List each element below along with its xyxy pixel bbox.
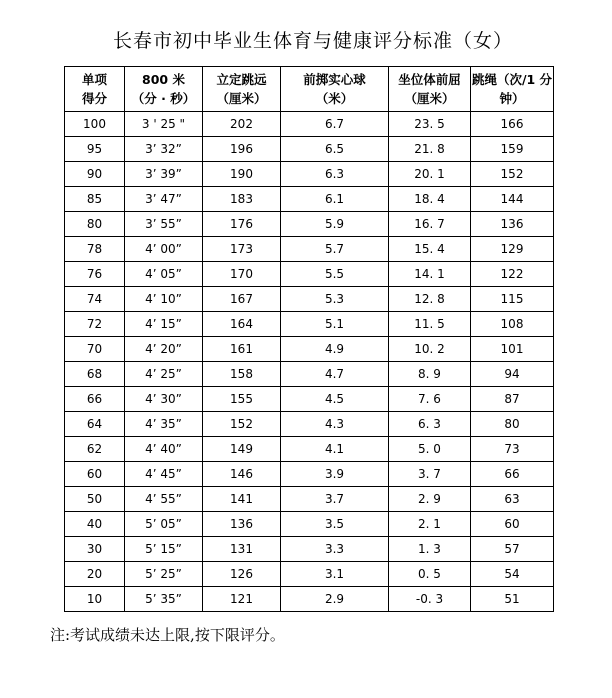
cell-rope-skipping: 108: [471, 312, 554, 337]
cell-sit-and-reach: 0. 5: [389, 562, 471, 587]
cell-800m: 5’ 15”: [125, 537, 203, 562]
cell-rope-skipping: 63: [471, 487, 554, 512]
cell-medicine-ball-throw: 3.3: [281, 537, 389, 562]
cell-rope-skipping: 129: [471, 237, 554, 262]
cell-standing-long-jump: 131: [203, 537, 281, 562]
cell-score: 70: [65, 337, 125, 362]
cell-medicine-ball-throw: 3.9: [281, 462, 389, 487]
cell-sit-and-reach: 1. 3: [389, 537, 471, 562]
header-standing-long-jump: 立定跳远 （厘米）: [203, 67, 281, 112]
cell-sit-and-reach: 20. 1: [389, 162, 471, 187]
cell-rope-skipping: 122: [471, 262, 554, 287]
cell-medicine-ball-throw: 5.1: [281, 312, 389, 337]
table-row: [65, 462, 554, 487]
cell-medicine-ball-throw: 6.5: [281, 137, 389, 162]
cell-score: 10: [65, 587, 125, 612]
table-row: [65, 312, 554, 337]
footnote: 注:考试成绩未达上限,按下限评分。: [50, 626, 285, 644]
header-rope-skipping: 跳绳（次/1 分 钟）: [471, 67, 554, 112]
cell-rope-skipping: 87: [471, 387, 554, 412]
cell-rope-skipping: 166: [471, 112, 554, 137]
cell-standing-long-jump: 136: [203, 512, 281, 537]
cell-score: 95: [65, 137, 125, 162]
cell-rope-skipping: 94: [471, 362, 554, 387]
cell-medicine-ball-throw: 6.3: [281, 162, 389, 187]
table-row: [65, 412, 554, 437]
cell-sit-and-reach: 18. 4: [389, 187, 471, 212]
header-medicine-ball-throw: 前掷实心球 （米）: [281, 67, 389, 112]
cell-rope-skipping: 159: [471, 137, 554, 162]
table-row: [65, 362, 554, 387]
cell-sit-and-reach: 16. 7: [389, 212, 471, 237]
cell-800m: 3’ 47”: [125, 187, 203, 212]
table-row: [65, 437, 554, 462]
cell-800m: 3’ 32”: [125, 137, 203, 162]
cell-rope-skipping: 144: [471, 187, 554, 212]
table-row: [65, 587, 554, 612]
table-row: [65, 487, 554, 512]
cell-standing-long-jump: 158: [203, 362, 281, 387]
cell-standing-long-jump: 152: [203, 412, 281, 437]
cell-800m: 4’ 35”: [125, 412, 203, 437]
table-row: [65, 212, 554, 237]
cell-medicine-ball-throw: 3.1: [281, 562, 389, 587]
cell-score: 50: [65, 487, 125, 512]
cell-rope-skipping: 57: [471, 537, 554, 562]
cell-standing-long-jump: 196: [203, 137, 281, 162]
cell-rope-skipping: 54: [471, 562, 554, 587]
cell-800m: 4’ 00”: [125, 237, 203, 262]
cell-medicine-ball-throw: 2.9: [281, 587, 389, 612]
cell-800m: 4’ 05”: [125, 262, 203, 287]
cell-standing-long-jump: 146: [203, 462, 281, 487]
cell-score: 72: [65, 312, 125, 337]
cell-standing-long-jump: 170: [203, 262, 281, 287]
table-row: [65, 337, 554, 362]
cell-score: 40: [65, 512, 125, 537]
cell-standing-long-jump: 183: [203, 187, 281, 212]
cell-score: 90: [65, 162, 125, 187]
cell-standing-long-jump: 126: [203, 562, 281, 587]
cell-standing-long-jump: 149: [203, 437, 281, 462]
cell-medicine-ball-throw: 5.3: [281, 287, 389, 312]
cell-sit-and-reach: 23. 5: [389, 112, 471, 137]
cell-800m: 4’ 55”: [125, 487, 203, 512]
cell-score: 20: [65, 562, 125, 587]
cell-sit-and-reach: 3. 7: [389, 462, 471, 487]
cell-800m: 4’ 45”: [125, 462, 203, 487]
cell-standing-long-jump: 173: [203, 237, 281, 262]
cell-medicine-ball-throw: 3.7: [281, 487, 389, 512]
cell-rope-skipping: 73: [471, 437, 554, 462]
cell-800m: 5’ 05”: [125, 512, 203, 537]
cell-sit-and-reach: 5. 0: [389, 437, 471, 462]
cell-rope-skipping: 80: [471, 412, 554, 437]
cell-sit-and-reach: 6. 3: [389, 412, 471, 437]
cell-standing-long-jump: 176: [203, 212, 281, 237]
cell-score: 80: [65, 212, 125, 237]
cell-800m: 4’ 40”: [125, 437, 203, 462]
header-800m: 800 米 （分 · 秒）: [125, 67, 203, 112]
cell-800m: 5’ 35”: [125, 587, 203, 612]
table-row: [65, 512, 554, 537]
cell-800m: 3’ 39”: [125, 162, 203, 187]
cell-sit-and-reach: -0. 3: [389, 587, 471, 612]
cell-800m: 3 ' 25 ": [125, 112, 203, 137]
table-row: [65, 112, 554, 137]
cell-medicine-ball-throw: 4.1: [281, 437, 389, 462]
cell-sit-and-reach: 15. 4: [389, 237, 471, 262]
score-table: [64, 66, 554, 612]
cell-standing-long-jump: 155: [203, 387, 281, 412]
cell-rope-skipping: 51: [471, 587, 554, 612]
table-row: [65, 162, 554, 187]
cell-score: 74: [65, 287, 125, 312]
cell-800m: 3’ 55”: [125, 212, 203, 237]
cell-score: 100: [65, 112, 125, 137]
cell-standing-long-jump: 141: [203, 487, 281, 512]
header-sit-and-reach: 坐位体前屈 （厘米）: [389, 67, 471, 112]
table-row: [65, 262, 554, 287]
cell-standing-long-jump: 121: [203, 587, 281, 612]
cell-score: 64: [65, 412, 125, 437]
cell-rope-skipping: 101: [471, 337, 554, 362]
header-score: 单项 得分: [65, 67, 125, 112]
cell-score: 68: [65, 362, 125, 387]
table-row: [65, 387, 554, 412]
cell-rope-skipping: 152: [471, 162, 554, 187]
cell-medicine-ball-throw: 4.9: [281, 337, 389, 362]
header-row: [65, 67, 554, 112]
cell-sit-and-reach: 11. 5: [389, 312, 471, 337]
cell-sit-and-reach: 2. 1: [389, 512, 471, 537]
cell-800m: 4’ 25”: [125, 362, 203, 387]
cell-standing-long-jump: 164: [203, 312, 281, 337]
cell-800m: 4’ 20”: [125, 337, 203, 362]
cell-score: 62: [65, 437, 125, 462]
cell-800m: 4’ 30”: [125, 387, 203, 412]
cell-sit-and-reach: 12. 8: [389, 287, 471, 312]
cell-sit-and-reach: 2. 9: [389, 487, 471, 512]
table-body: [65, 112, 554, 612]
cell-rope-skipping: 66: [471, 462, 554, 487]
cell-medicine-ball-throw: 3.5: [281, 512, 389, 537]
cell-sit-and-reach: 7. 6: [389, 387, 471, 412]
cell-sit-and-reach: 14. 1: [389, 262, 471, 287]
table-row: [65, 287, 554, 312]
cell-medicine-ball-throw: 5.7: [281, 237, 389, 262]
table-row: [65, 237, 554, 262]
cell-800m: 4’ 15”: [125, 312, 203, 337]
cell-sit-and-reach: 8. 9: [389, 362, 471, 387]
table-row: [65, 137, 554, 162]
cell-score: 76: [65, 262, 125, 287]
cell-sit-and-reach: 21. 8: [389, 137, 471, 162]
cell-rope-skipping: 115: [471, 287, 554, 312]
cell-standing-long-jump: 190: [203, 162, 281, 187]
cell-standing-long-jump: 161: [203, 337, 281, 362]
cell-rope-skipping: 60: [471, 512, 554, 537]
cell-standing-long-jump: 167: [203, 287, 281, 312]
cell-score: 30: [65, 537, 125, 562]
cell-score: 66: [65, 387, 125, 412]
cell-medicine-ball-throw: 6.1: [281, 187, 389, 212]
cell-medicine-ball-throw: 4.5: [281, 387, 389, 412]
cell-score: 60: [65, 462, 125, 487]
cell-medicine-ball-throw: 5.9: [281, 212, 389, 237]
cell-medicine-ball-throw: 4.7: [281, 362, 389, 387]
cell-score: 85: [65, 187, 125, 212]
cell-score: 78: [65, 237, 125, 262]
table-row: [65, 562, 554, 587]
cell-800m: 5’ 25”: [125, 562, 203, 587]
cell-sit-and-reach: 10. 2: [389, 337, 471, 362]
cell-medicine-ball-throw: 6.7: [281, 112, 389, 137]
cell-800m: 4’ 10”: [125, 287, 203, 312]
cell-medicine-ball-throw: 5.5: [281, 262, 389, 287]
page-title: 长春市初中毕业生体育与健康评分标准（女）: [112, 30, 513, 52]
cell-rope-skipping: 136: [471, 212, 554, 237]
cell-standing-long-jump: 202: [203, 112, 281, 137]
table-row: [65, 537, 554, 562]
table-row: [65, 187, 554, 212]
cell-medicine-ball-throw: 4.3: [281, 412, 389, 437]
